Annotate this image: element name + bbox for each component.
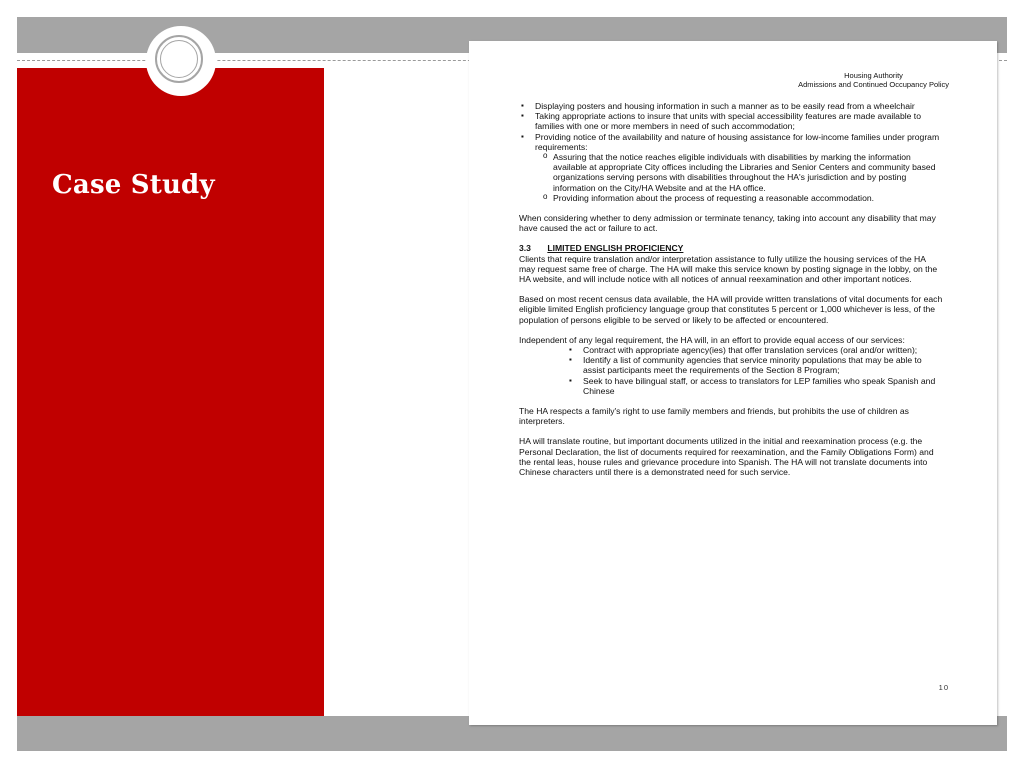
- slide-left-margin: [0, 0, 17, 768]
- list-item: ▪ Seek to have bilingual staff, or access to translators for LEP families who speak Spanish and Chinese: [519, 376, 944, 396]
- section-heading: [519, 243, 944, 253]
- list-item: ▪ Displaying posters and housing information in such a manner as to be easily read from a wheelchair: [519, 101, 944, 111]
- list-item: ▪ Taking appropriate actions to insure that units with special accessibility features are made available to families with one or more members in need of such accommodation;: [519, 111, 944, 131]
- paragraph-translate: HA will translate routine, but important documents utilized in the initial and reexamination process (e.g. the Personal Declaration, the list of documents required for reexamination, and the Family Obligations Form) and the rental leas, house rules and grievance procedure into Spanish. The HA will not translate documents into Chinese characters until there is a demonstrated need for such service.: [519, 436, 934, 478]
- section-title: LIMITED ENGLISH PROFICIENCY: [547, 243, 684, 254]
- paragraph-census: Based on most recent census data available, the HA will provide written translations of vital documents for each eligible limited English proficiency language group that constitutes 5 percent or 1,000 whichever is less, of the population of persons eligible to be served or likely to be affected or encountered.: [519, 294, 943, 325]
- document-body: [519, 101, 944, 487]
- slide-title-panel: [17, 68, 324, 716]
- page-number: 10: [938, 683, 949, 692]
- paragraph-independent: Independent of any legal requirement, the HA will, in an effort to provide equal access of our services:: [519, 334, 905, 345]
- paragraph-family: The HA respects a family's right to use family members and friends, but prohibits the use of children as interpreters.: [519, 406, 909, 427]
- sub-list-item: o Assuring that the notice reaches eligible individuals with disabilities by marking the information available at appropriate City offices including the Libraries and Senior Centers and community based organizations serving persons with disabilities throughout the HA's jurisdiction and by posting information on the City/HA Website and at the HA office.: [519, 152, 944, 193]
- sub-list-item: o Providing information about the process of requesting a reasonable accommodation.: [519, 193, 944, 203]
- section-number: 3.3: [519, 243, 531, 254]
- decorative-inner-ring-icon: [160, 40, 198, 78]
- list-item: ▪ Providing notice of the availability and nature of housing assistance for low-income families under program requirements:: [519, 132, 944, 152]
- paragraph-deny-admission: When considering whether to deny admission or terminate tenancy, taking into account any disability that may have caused the act or failure to act.: [519, 213, 936, 234]
- slide-title: Case Study: [52, 170, 215, 200]
- header-line-2: Admissions and Continued Occupancy Policy: [798, 80, 949, 89]
- services-bullet-list: [519, 345, 944, 396]
- paragraph-clients: Clients that require translation and/or interpretation assistance to fully utilize the housing services of the HA may request same free of charge. The HA will make this service known by posting signage in the lobby, on the HA website, and will include notice with all notices of annual reexamination and other important notices.: [519, 253, 938, 285]
- header-line-1: Housing Authority: [844, 71, 903, 80]
- accessibility-bullet-list: [519, 101, 944, 203]
- document-header: [798, 71, 949, 89]
- list-item: ▪ Contract with appropriate agency(ies) that offer translation services (oral and/or written);: [519, 345, 944, 355]
- list-item: ▪ Identify a list of community agencies that service minority populations that may be able to assist participants meet the requirements of the Section 8 Program;: [519, 355, 944, 375]
- document-page-image: [469, 41, 997, 725]
